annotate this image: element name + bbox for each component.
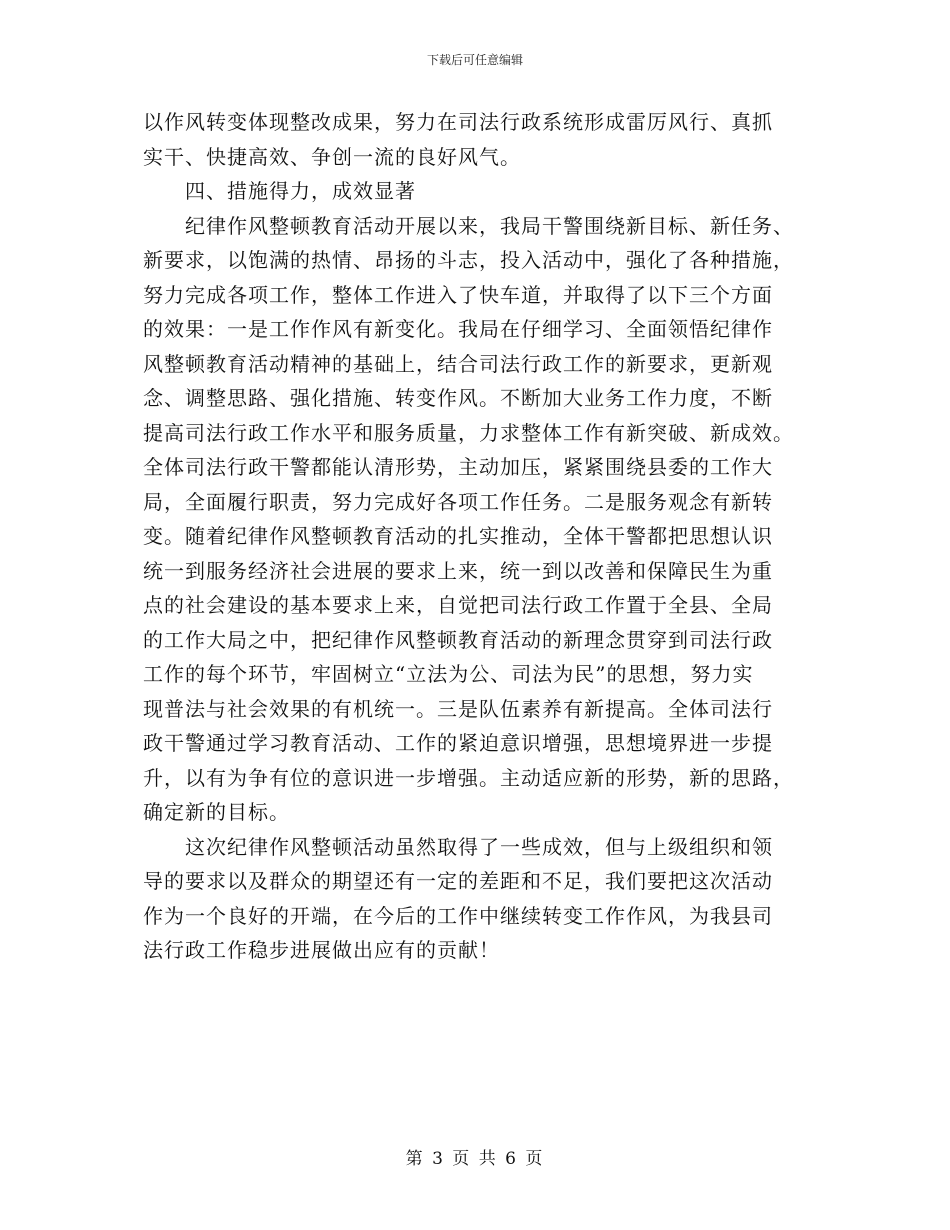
paragraph-start-line: 这次纪律作风整顿活动虽然取得了一些成效，但与上级组织和领 (185, 834, 773, 859)
text-line: 确定新的目标。 (143, 800, 290, 824)
text-line: 导的要求以及群众的期望还有一定的差距和不足，我们要把这次活动 (143, 869, 773, 893)
section-heading: 四、措施得力，成效显著 (185, 179, 416, 203)
text-line: 风整顿教育活动精神的基础上，结合司法行政工作的新要求，更新观 (143, 351, 773, 376)
text-line: 变。随着纪律作风整顿教育活动的扎实推动，全体干警都把思想认识 (143, 524, 773, 548)
text-line: 法行政工作稳步进展做出应有的贡献！ (143, 938, 500, 962)
text-line: 以作风转变体现整改成果，努力在司法行政系统形成雷厉风行、真抓 (143, 110, 773, 134)
text-line: 现普法与社会效果的有机统一。三是队伍素养有新提高。全体司法行 (143, 696, 773, 721)
text-line: 政干警通过学习教育活动、工作的紧迫意识增强，思想境界进一步提 (143, 731, 773, 755)
page-header: 下载后可任意编辑 (426, 53, 523, 67)
text-line: 提高司法行政工作水平和服务质量，力求整体工作有新突破、新成效。 (143, 420, 794, 445)
text-line: 的效果：一是工作作风有新变化。我局在仔细学习、全面领悟纪律作 (143, 317, 773, 341)
text-line: 的工作大局之中，把纪律作风整顿教育活动的新理念贯穿到司法行政 (143, 627, 773, 652)
text-line: 念、调整思路、强化措施、转变作风。不断加大业务工作力度，不断 (143, 386, 773, 410)
text-line: 全体司法行政干警都能认清形势，主动加压，紧紧围绕县委的工作大 (143, 455, 773, 479)
text-line: 努力完成各项工作，整体工作进入了快车道，并取得了以下三个方面 (143, 282, 773, 307)
text-line: 升，以有为争有位的意识进一步增强。主动适应新的形势，新的思路， (143, 765, 794, 790)
text-line: 点的社会建设的基本要求上来，自觉把司法行政工作置于全县、全局 (143, 593, 773, 617)
text-line: 统一到服务经济社会进展的要求上来，统一到以改善和保障民生为重 (143, 558, 773, 583)
paragraph-start-line: 纪律作风整顿教育活动开展以来，我局干警围绕新目标、新任务、 (185, 213, 794, 238)
text-line: 工作的每个环节，牢固树立“立法为公、司法为民”的思想，努力实 (143, 662, 754, 686)
text-line: 作为一个良好的开端，在今后的工作中继续转变工作作风，为我县司 (143, 903, 773, 928)
text-line: 局，全面履行职责，努力完成好各项工作任务。二是服务观念有新转 (143, 489, 773, 514)
document-body (143, 105, 831, 968)
text-line: 实干、快捷高效、争创一流的良好风气。 (143, 144, 521, 169)
page-number-footer: 第 3 页 共 6 页 (405, 1149, 545, 1169)
text-line: 新要求，以饱满的热情、昂扬的斗志，投入活动中，强化了各种措施， (143, 248, 794, 272)
